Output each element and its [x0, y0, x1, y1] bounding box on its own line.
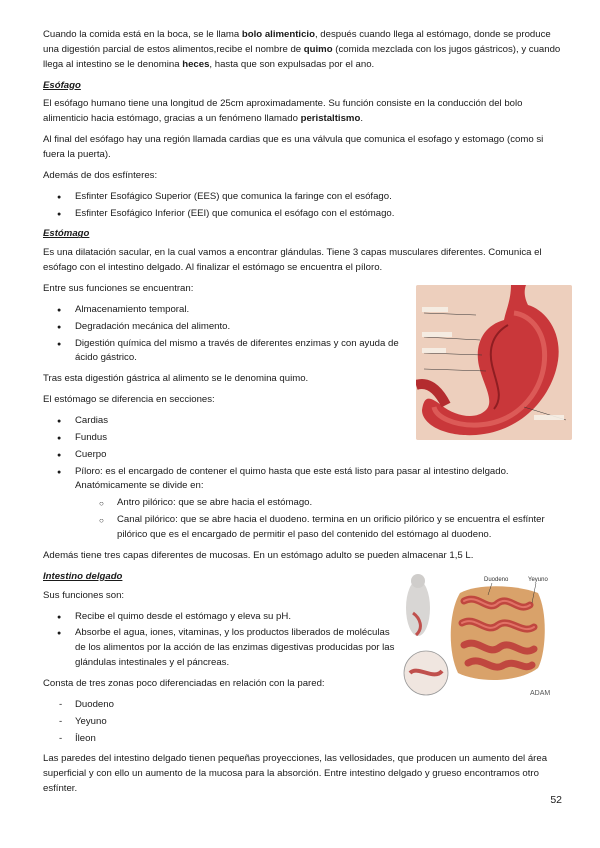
stomach-anatomy-image — [416, 285, 572, 440]
estomago-paragraph-1: Es una dilatación sacular, en la cual vamos a encontrar glándulas. Tiene 3 capas musculares diferentes. Comunica el esófago con el intestino delgado. Al finalizar el estómago se encuentra el píloro. — [43, 247, 542, 274]
esfinter-list — [43, 190, 563, 222]
esofago-heading: Esófago — [43, 79, 81, 91]
list-item: ● Digestión química del mismo a través de diferentes enzimas y con ayuda de ácido gástrico. — [43, 337, 411, 367]
list-item: ● Píloro: es el encargado de contener el quimo hasta que este está listo para pasar al intestino delgado. Anatómicamente se divide en: — [43, 465, 563, 495]
list-item: ● Esfinter Esofágico Inferior (EEI) que comunica el esófago con el estómago. — [43, 207, 563, 222]
duodeno-label: Duodeno — [484, 577, 509, 583]
list-item: ● Almacenamiento temporal. — [43, 303, 411, 318]
intestino-paragraph-3: Las paredes del intestino delgado tienen pequeñas proyecciones, las vellosidades, que producen un aumento del área superficial y con ello un aumento de la mucosa para la absorción. Entre intestino delgado y grueso encontramos otro esfínter. — [43, 753, 548, 795]
list-item: ○ Antro pilórico: que se abre hacia el estómago. — [43, 496, 563, 511]
intestine-anatomy-image — [398, 573, 558, 698]
list-item: ● Degradación mecánica del alimento. — [43, 320, 411, 335]
estomago-paragraph-5: Además tiene tres capas diferentes de mucosas. En un estómago adulto se pueden almacenar 1,5 L. — [43, 549, 474, 561]
adam-logo: ADAM — [530, 690, 551, 697]
intestino-heading: Intestino delgado — [43, 570, 123, 582]
intestino-paragraph-2: Consta de tres zonas poco diferenciadas en relación con la pared: — [43, 677, 325, 689]
esofago-paragraph-3: Además de dos esfínteres: — [43, 169, 158, 181]
estomago-paragraph-2: Entre sus funciones se encuentran: — [43, 283, 194, 295]
intestino-functions-list — [43, 610, 395, 671]
intro-paragraph: Cuando la comida está en la boca, se le llama bolo alimenticio, después cuando llega al estómago, donde se produce una digestión parcial de estos alimentos,recibe el nombre de quimo (comida mezclada con los jugos gástricos), y cuando llega al intestino se le denomina heces, hasta que son expulsadas por el ano. — [43, 29, 561, 70]
list-item: ● Recibe el quimo desde el estómago y eleva su pH. — [43, 610, 395, 625]
estomago-paragraph-3: Tras esta digestión gástrica al alimento se le denomina quimo. — [43, 373, 309, 385]
esofago-paragraph-2: Al final del esófago hay una región llamada cardias que es una válvula que comunica el esofago y estomago (como si fuera la puerta). — [43, 134, 544, 161]
list-item: - Duodeno — [43, 698, 563, 713]
list-item: ● Esfinter Esofágico Superior (EES) que comunica la faringe con el esófago. — [43, 190, 563, 205]
estomago-heading: Estómago — [43, 228, 90, 240]
intestino-paragraph-1: Sus funciones son: — [43, 589, 125, 601]
list-item: ● Cardias — [43, 414, 563, 429]
intestino-zones-list — [43, 698, 563, 747]
page-number: 52 — [550, 794, 562, 806]
esofago-paragraph-1: El esófago humano tiene una longitud de 25cm aproximadamente. Su función consiste en la conducción del bolo alimenticio hacia estómago, gracias a un fenómeno llamado peristaltismo. — [43, 98, 523, 125]
list-item: ○ Canal pilórico: que se abre hacia el duodeno. termina en un orificio pilórico y se encuentra el esfínter pilórico que es el encargado de permitir el paso del contenido del estómago al duodeno. — [43, 513, 563, 543]
estomago-functions-list — [43, 303, 411, 366]
list-item: - Yeyuno — [43, 715, 563, 730]
estomago-paragraph-4: El estómago se diferencia en secciones: — [43, 394, 215, 406]
list-item: ● Absorbe el agua, iones, vitaminas, y los productos liberados de moléculas de los alimentos por la acción de las enzimas digestivas producidas por las glándulas intestinales y el páncreas. — [43, 626, 395, 671]
list-item: ● Fundus — [43, 431, 563, 446]
list-item: ● Cuerpo — [43, 448, 563, 463]
yeyuno-label: Yeyuno — [528, 577, 548, 583]
list-item: - Íleon — [43, 732, 563, 747]
